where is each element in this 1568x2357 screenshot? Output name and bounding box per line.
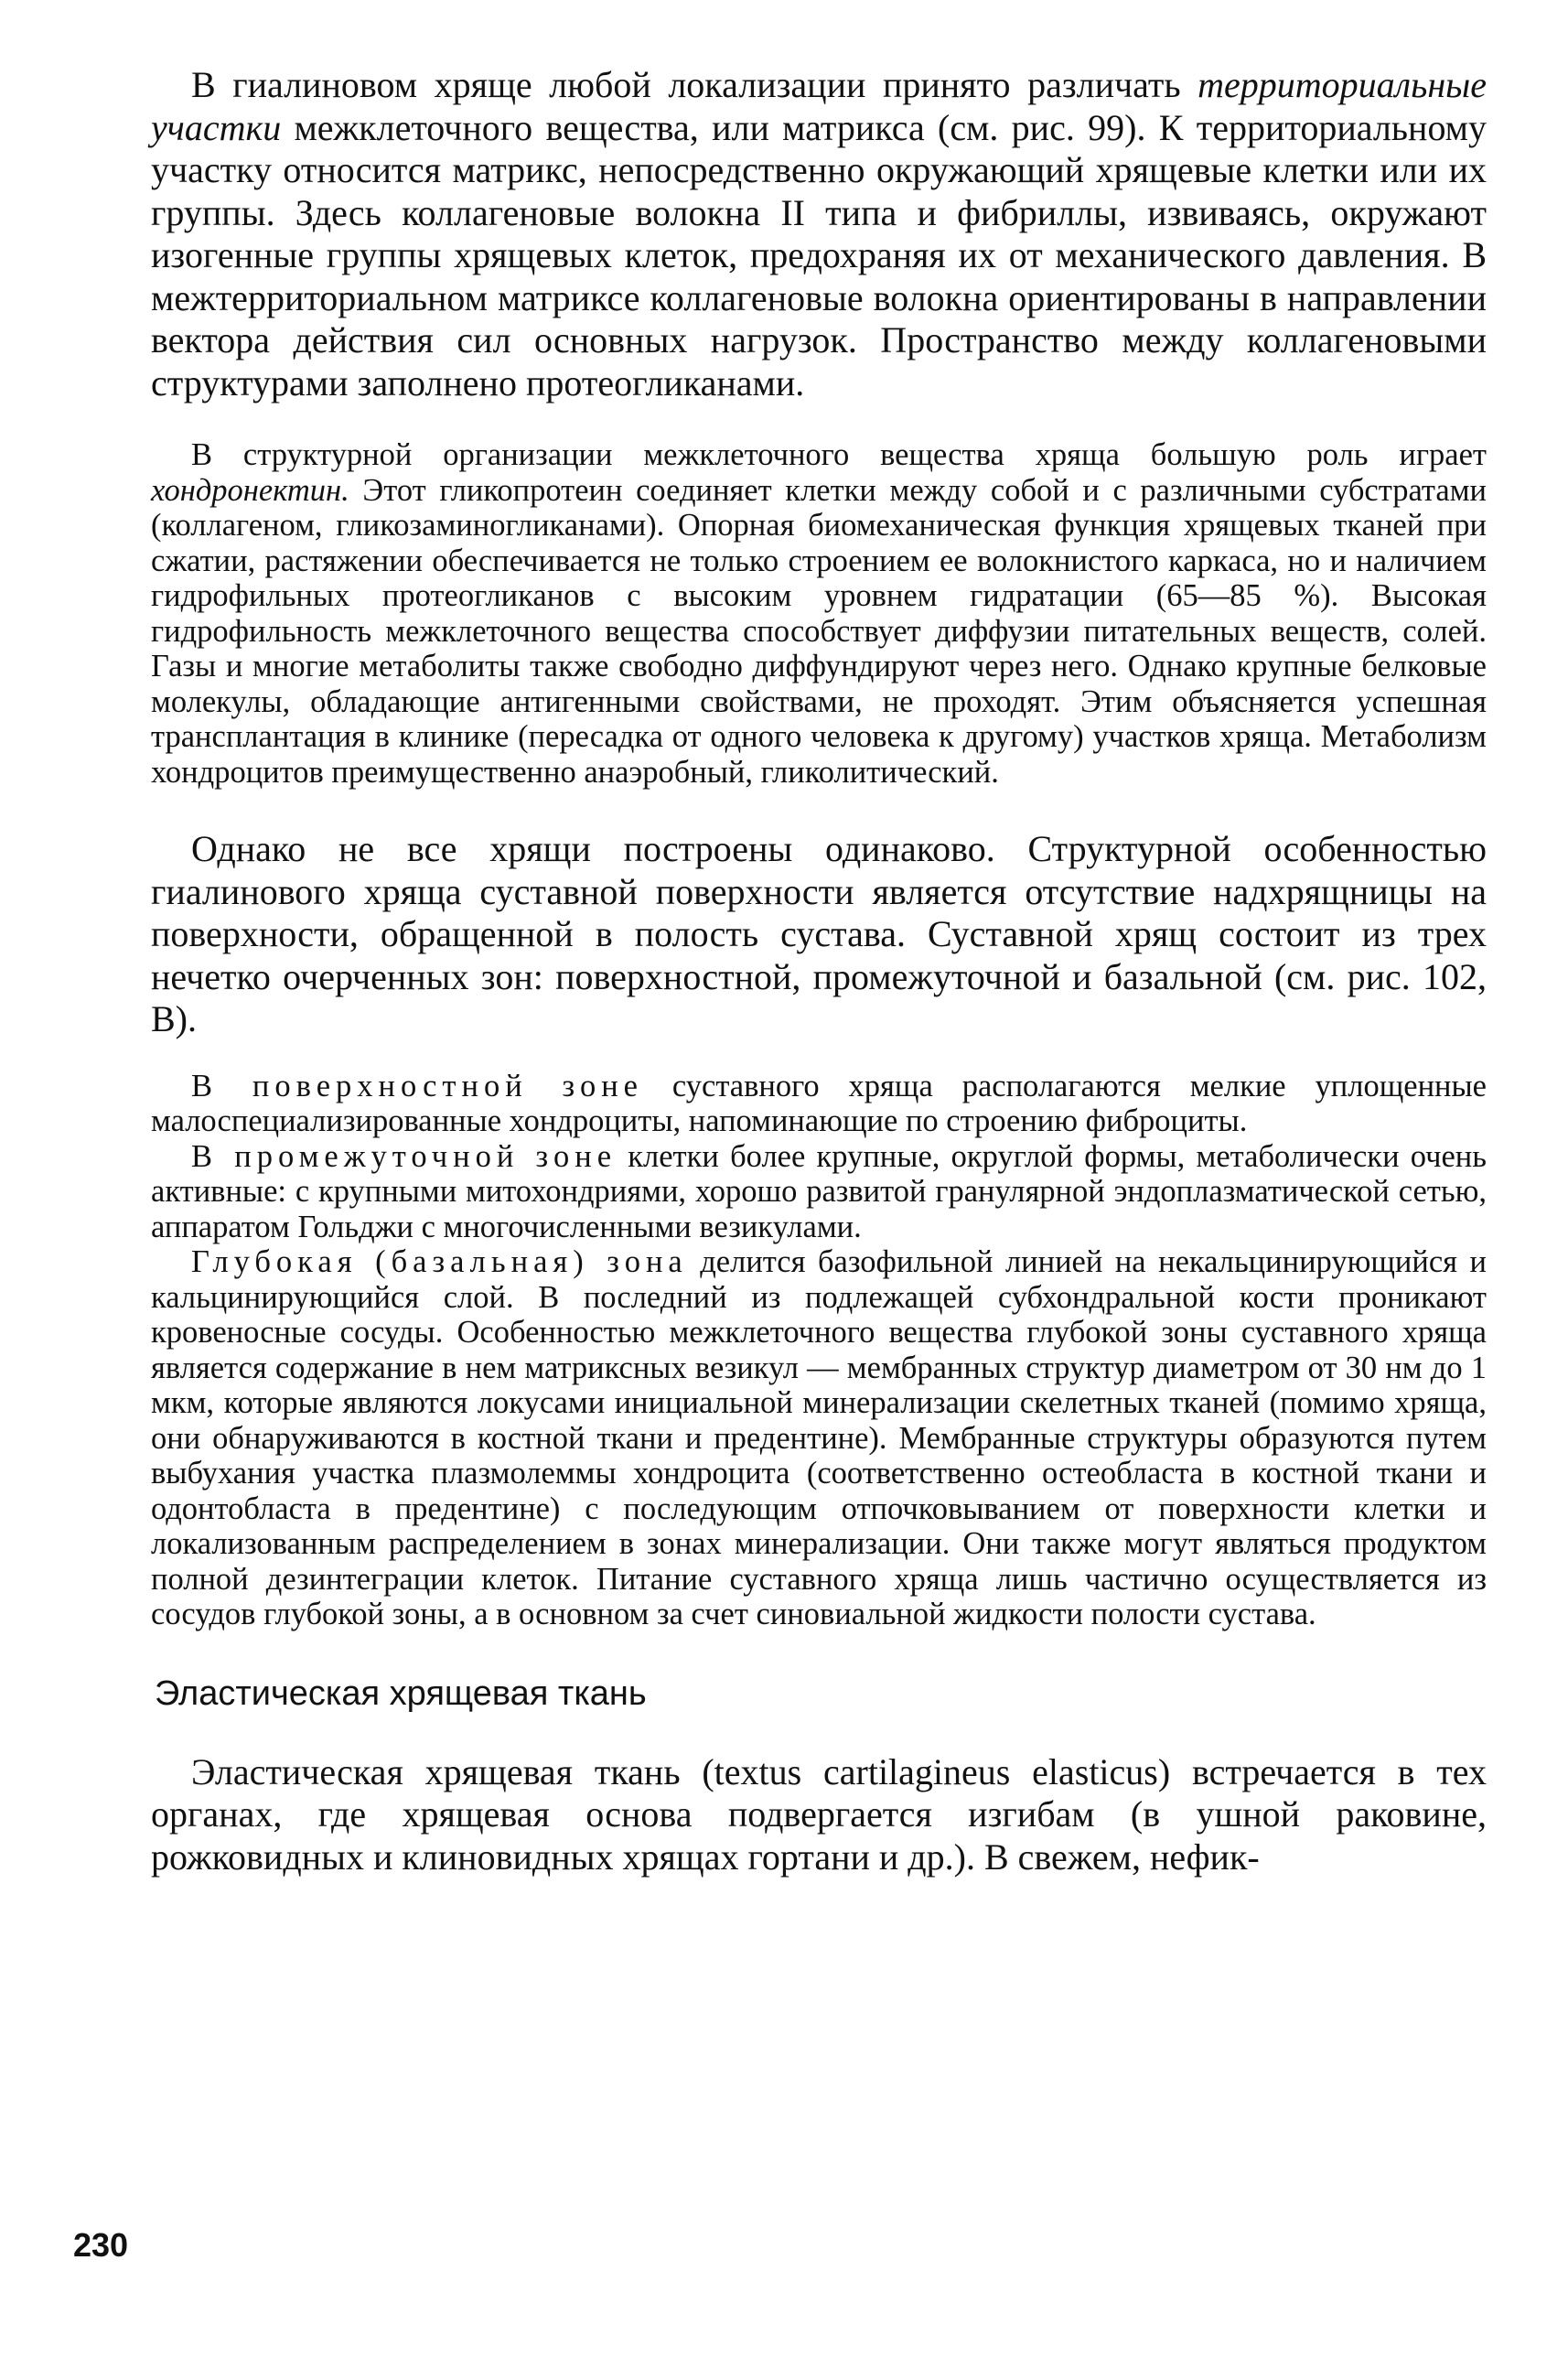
paragraph-rest: суставного хряща располагаются мелкие уплощенные малоспециализированные хондроциты, напоминающие по строению фиброциты. — [151, 1068, 1487, 1138]
paragraph-superficial-zone — [151, 1069, 1487, 1139]
paragraph-rest: межклеточного вещества, или матрикса (см. рис. 99). К территориальному участку относится матрикс, непосредственно окружающий хрящевые клетки или их группы. Здесь коллагеновые волокна II типа и фибриллы, извиваясь, окружают изогенные группы хрящевых клеток, предохраняя их от механического давления. В межтерриториальном матриксе коллагеновые волокна ориентированы в направлении вектора действия сил основных нагрузок. Пространство между коллагеновыми структурами заполнено протеогликанами. — [151, 106, 1487, 404]
page-number: 230 — [73, 2226, 129, 2264]
term-deep-zone: Глубокая (базальная) зона — [191, 1244, 688, 1279]
term-territorial-areas: территориальные участки — [151, 64, 1487, 148]
paragraph-intermediate-zone — [151, 1139, 1487, 1245]
paragraph-articular-cartilage: Однако не все хрящи построены одинаково. Структурной особенностью гиалинового хряща суставной поверхности является отсутствие надхрящницы на поверхности, обращенной в полость сустава. Суставной хрящ состоит из трех нечетко очерченных зон: поверхностной, промежуточной и базальной (см. рис. 102, В). — [151, 828, 1487, 1039]
page-body — [151, 64, 1487, 1878]
paragraph-start: В структурной организации межклеточного вещества хряща большую роль играет — [191, 437, 1487, 472]
paragraph-rest: Этот гликопротеин соединяет клетки между собой и с различными субстратами (коллагеном, гликозаминогликанами). Опорная биомеханическая функция хрящевых тканей при сжатии, растяжении обеспечивается не только строением ее волокнистого каркаса, но и наличием гидрофильных протеогликанов с высоким уровнем гидратации (65—85 %). Высокая гидрофильность межклеточного вещества способствует диффузии питательных веществ, солей. Газы и многие метаболиты также свободно диффундируют через него. Однако крупные белковые молекулы, обладающие антигенными свойствами, не проходят. Этим объясняется успешная трансплантация в клинике (пересадка от одного человека к другому) участков хряща. Метаболизм хондроцитов преимущественно анаэробный, гликолитический. — [151, 472, 1487, 790]
paragraph-chondronectin — [151, 437, 1487, 790]
paragraph-start: В гиалиновом хряще любой локализации принято различать — [191, 64, 1198, 105]
term-chondronectin: хондронектин. — [151, 472, 349, 508]
section-heading: Эластическая хрящевая ткань — [155, 1674, 647, 1713]
paragraph-deep-zone — [151, 1244, 1487, 1632]
paragraph-territorial-areas — [151, 64, 1487, 404]
paragraph-rest: клетки более крупные, округлой формы, метаболически очень активные: с крупными митохондриями, хорошо развитой гранулярной эндоплазматической сетью, аппаратом Гольджи с многочисленными везикулами. — [151, 1138, 1487, 1244]
term-superficial-zone: В поверхностной зоне — [191, 1068, 643, 1103]
paragraph-rest: делится базофильной линией на некальцинирующийся и кальцинирующийся слой. В последний из подлежащей субхондральной кости проникают кровеносные сосуды. Особенностью межклеточного вещества глубокой зоны суставного хряща является содержание в нем матриксных везикул — мембранных структур диаметром от 30 нм до 1 мкм, которые являются локусами инициальной минерализации скелетных тканей (помимо хряща, они обнаруживаются в костной ткани и предентине). Мембранные структуры образуются путем выбухания участка плазмолеммы хондроцита (соответственно остеобласта в костной ткани и одонтобласта в предентине) с последующим отпочковыванием от поверхности клетки и локализованным распределением в зонах минерализации. Они также могут являться продуктом полной дезинтеграции клеток. Питание суставного хряща лишь частично осуществляется из сосудов глубокой зоны, а в основном за счет синовиальной жидкости полости сустава. — [151, 1244, 1487, 1631]
term-intermediate-zone: В промежуточной зоне — [191, 1138, 618, 1174]
paragraph-elastic-cartilage: Эластическая хрящевая ткань (textus cartilagineus elasticus) встречается в тех органах, где хрящевая основа подвергается изгибам (в ушной раковине, рожковидных и клиновидных хрящах гортани и др.). В свежем, нефик- — [151, 1750, 1487, 1878]
